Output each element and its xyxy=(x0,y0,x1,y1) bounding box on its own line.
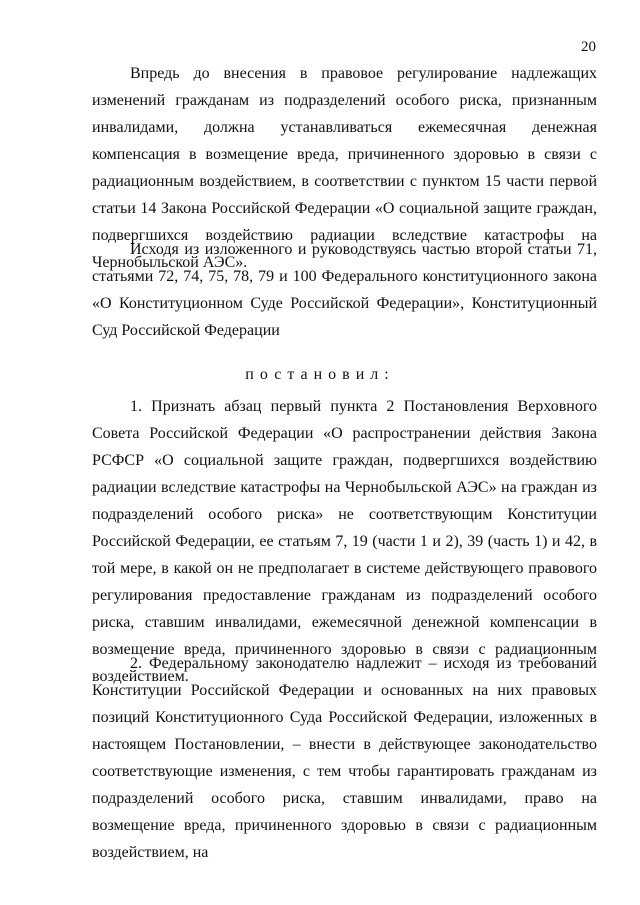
page-number: 20 xyxy=(581,39,596,55)
resolution-heading: постановил: xyxy=(245,366,395,383)
paragraph-legal-basis xyxy=(92,236,597,344)
resolution-item-2 xyxy=(92,650,597,866)
paragraph-text: 2. Федеральному законодателю надлежит – исходя из требований Конституции Российской Федерации и основанных на них правовых позиций Конституционного Суда Российской Федерации, изложенных в настоящем Постановлении, – внести в действующее законодательство соответствующие изменения, с тем чтобы гарантировать гражданам из подразделений особого риска, ставшим инвалидами, право на возмещение вреда, причиненного здоровью в связи с радиационным воздействием, на xyxy=(92,655,597,861)
paragraph-text: Исходя из изложенного и руководствуясь частью второй статьи 71, статьями 72, 74, 75, 78, 79 и 100 Федерального конституционного закона «О Конституционном Суде Российской Федерации», Конституционный Суд Российской Федерации xyxy=(92,241,597,339)
paragraph-text: Впредь до внесения в правовое регулирование надлежащих изменений гражданам из подразделений особого риска, признанным инвалидами, должна устанавливаться ежемесячная денежная компенсация в возмещение вреда, причиненного здоровью в связи с радиационным воздействием, в соответствии с пунктом 15 части первой статьи 14 Закона Российской Федерации «О социальной защите граждан, подвергшихся воздействию радиации вследствие катастрофы на Чернобыльской АЭС». xyxy=(92,65,597,271)
resolution-item-1 xyxy=(92,393,597,690)
paragraph-text: 1. Признать абзац первый пункта 2 Постановления Верховного Совета Российской Федерации «О распространении действия Закона РСФСР «О социальной защите граждан, подвергшихся воздействию радиации вследствие катастрофы на Чернобыльской АЭС» на граждан из подразделений особого риска» не соответствующим Конституции Российской Федерации, ее статьям 7, 19 (части 1 и 2), 39 (часть 1) и 42, в той мере, в какой он не предполагает в системе действующего правового регулирования предоставление гражданам из подразделений особого риска, ставшим инвалидами, ежемесячной денежной компенсации в возмещение вреда, причиненного здоровью в связи с радиационным воздействием. xyxy=(92,398,597,685)
